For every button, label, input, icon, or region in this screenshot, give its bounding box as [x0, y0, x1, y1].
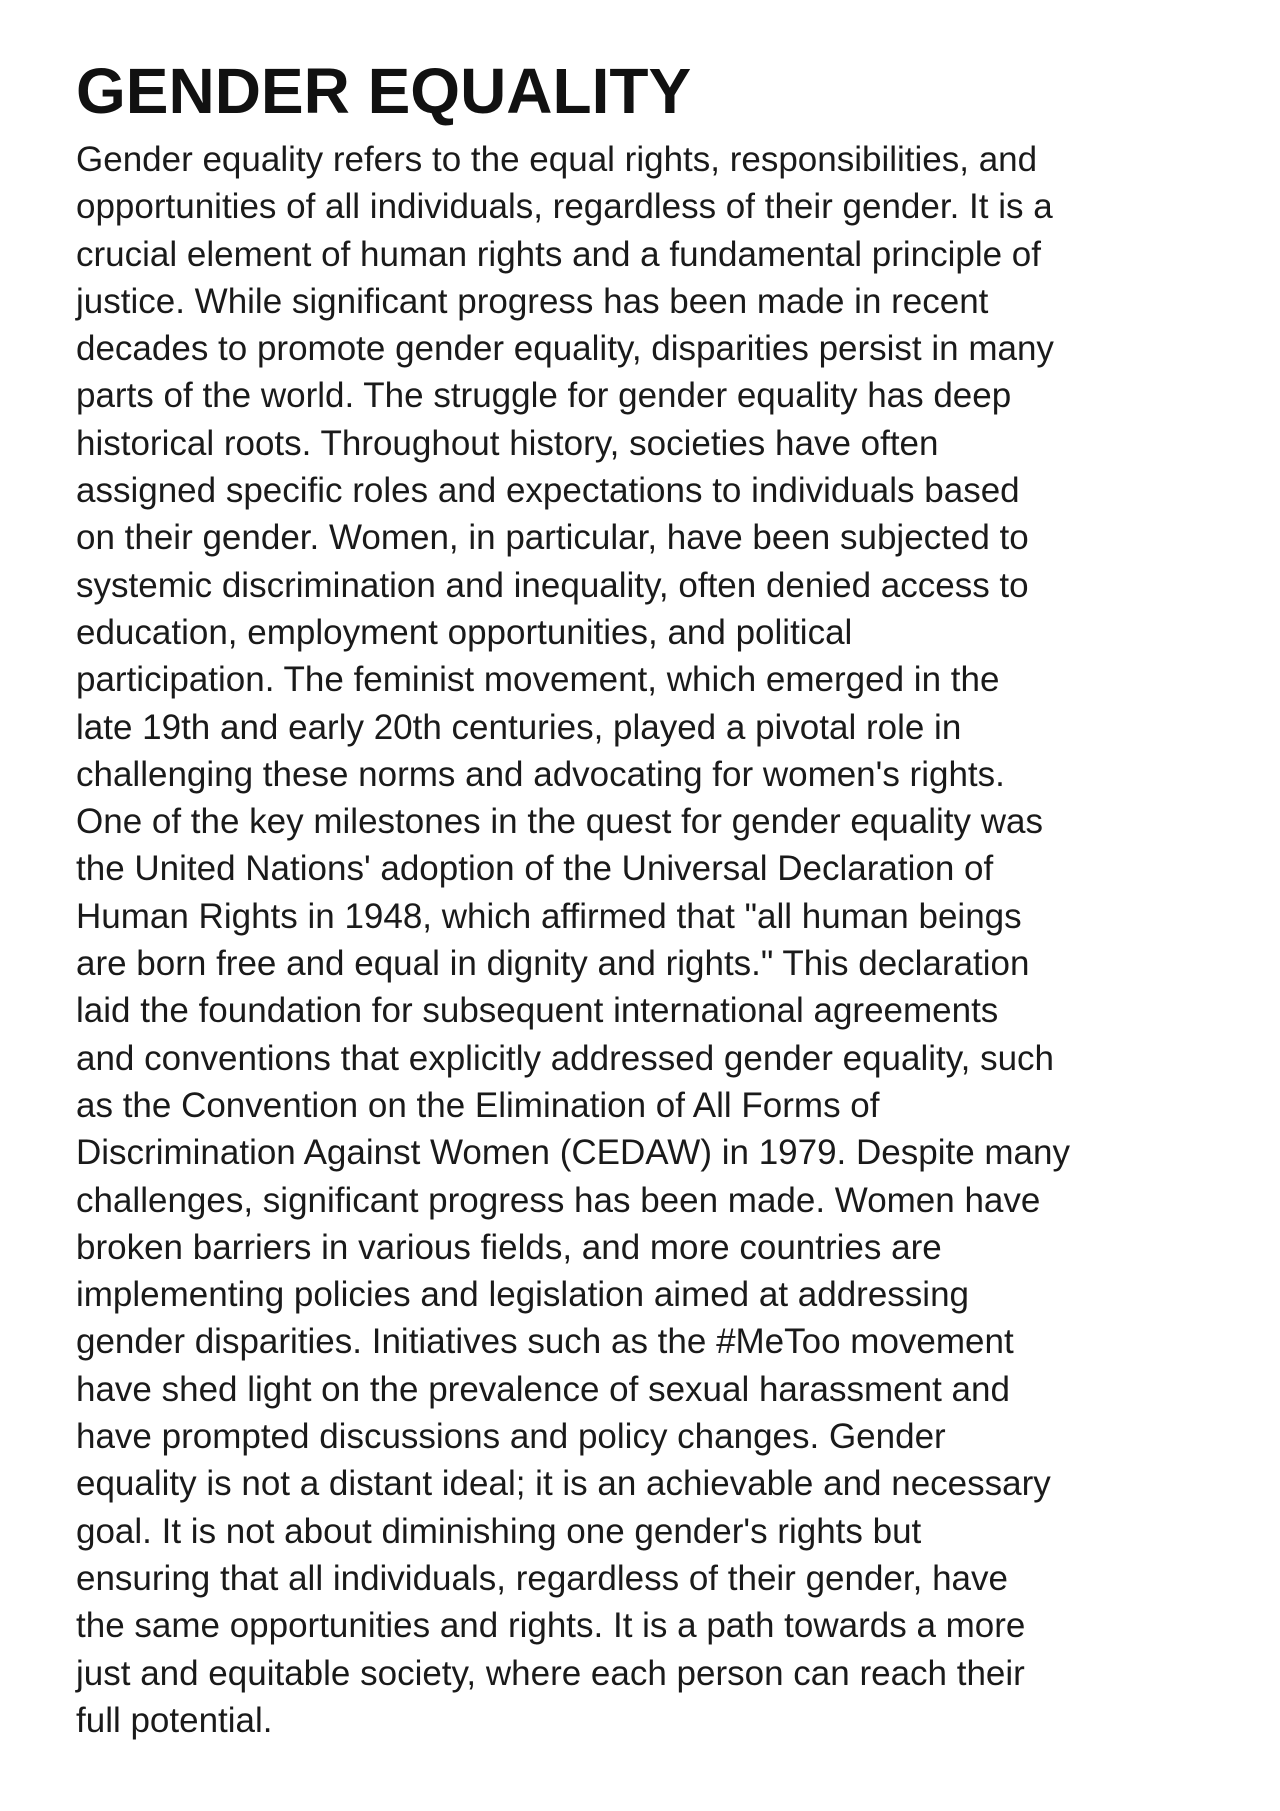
body-line: assigned specific roles and expectations to individuals based	[76, 471, 1020, 511]
body-line: Discrimination Against Women (CEDAW) in 1979. Despite many	[76, 1133, 1070, 1173]
body-line: equality is not a distant ideal; it is an achievable and necessary	[76, 1464, 1051, 1504]
body-line: have prompted discussions and policy changes. Gender	[76, 1417, 946, 1457]
body-line: as the Convention on the Elimination of All Forms of	[76, 1085, 880, 1125]
body-line: laid the foundation for subsequent international agreements	[76, 991, 999, 1031]
body-line: decades to promote gender equality, disparities persist in many	[76, 329, 1054, 369]
body-line: goal. It is not about diminishing one gender's rights but	[76, 1511, 922, 1551]
body-line: parts of the world. The struggle for gender equality has deep	[76, 376, 1012, 416]
body-line: implementing policies and legislation aimed at addressing	[76, 1275, 970, 1315]
body-line: gender disparities. Initiatives such as the #MeToo movement	[76, 1322, 1014, 1362]
body-line: and conventions that explicitly addressed gender equality, such	[76, 1038, 1055, 1078]
body-line: opportunities of all individuals, regardless of their gender. It is a	[76, 187, 1053, 227]
body-line: Gender equality refers to the equal rights, responsibilities, and	[76, 140, 1038, 179]
body-line: late 19th and early 20th centuries, played a pivotal role in	[76, 707, 962, 747]
body-line: challenging these norms and advocating for women's rights.	[76, 754, 1005, 794]
body-line: just and equitable society, where each person can reach their	[76, 1653, 1025, 1693]
body-line: are born free and equal in dignity and rights." This declaration	[76, 944, 1030, 984]
body-line: broken barriers in various fields, and more countries are	[76, 1227, 942, 1267]
body-line: participation. The feminist movement, which emerged in the	[76, 660, 1000, 700]
document-body	[76, 136, 1226, 1744]
body-line: full potential.	[76, 1700, 273, 1740]
body-line: the same opportunities and rights. It is a path towards a more	[76, 1606, 1026, 1646]
body-line: on their gender. Women, in particular, have been subjected to	[76, 518, 1029, 558]
body-line: the United Nations' adoption of the Universal Declaration of	[76, 849, 994, 889]
body-line: justice. While significant progress has been made in recent	[76, 281, 989, 321]
body-line: education, employment opportunities, and political	[76, 612, 853, 652]
document-title: GENDER EQUALITY	[76, 55, 692, 127]
body-line: historical roots. Throughout history, societies have often	[76, 423, 939, 463]
body-line: challenges, significant progress has been made. Women have	[76, 1180, 1041, 1220]
body-line: systemic discrimination and inequality, often denied access to	[76, 565, 1029, 605]
body-line: have shed light on the prevalence of sexual harassment and	[76, 1369, 1010, 1409]
body-line: Human Rights in 1948, which affirmed that "all human beings	[76, 896, 1022, 936]
body-line: One of the key milestones in the quest for gender equality was	[76, 802, 1043, 842]
body-line: crucial element of human rights and a fundamental principle of	[76, 234, 1041, 274]
body-line: ensuring that all individuals, regardless of their gender, have	[76, 1558, 1008, 1598]
